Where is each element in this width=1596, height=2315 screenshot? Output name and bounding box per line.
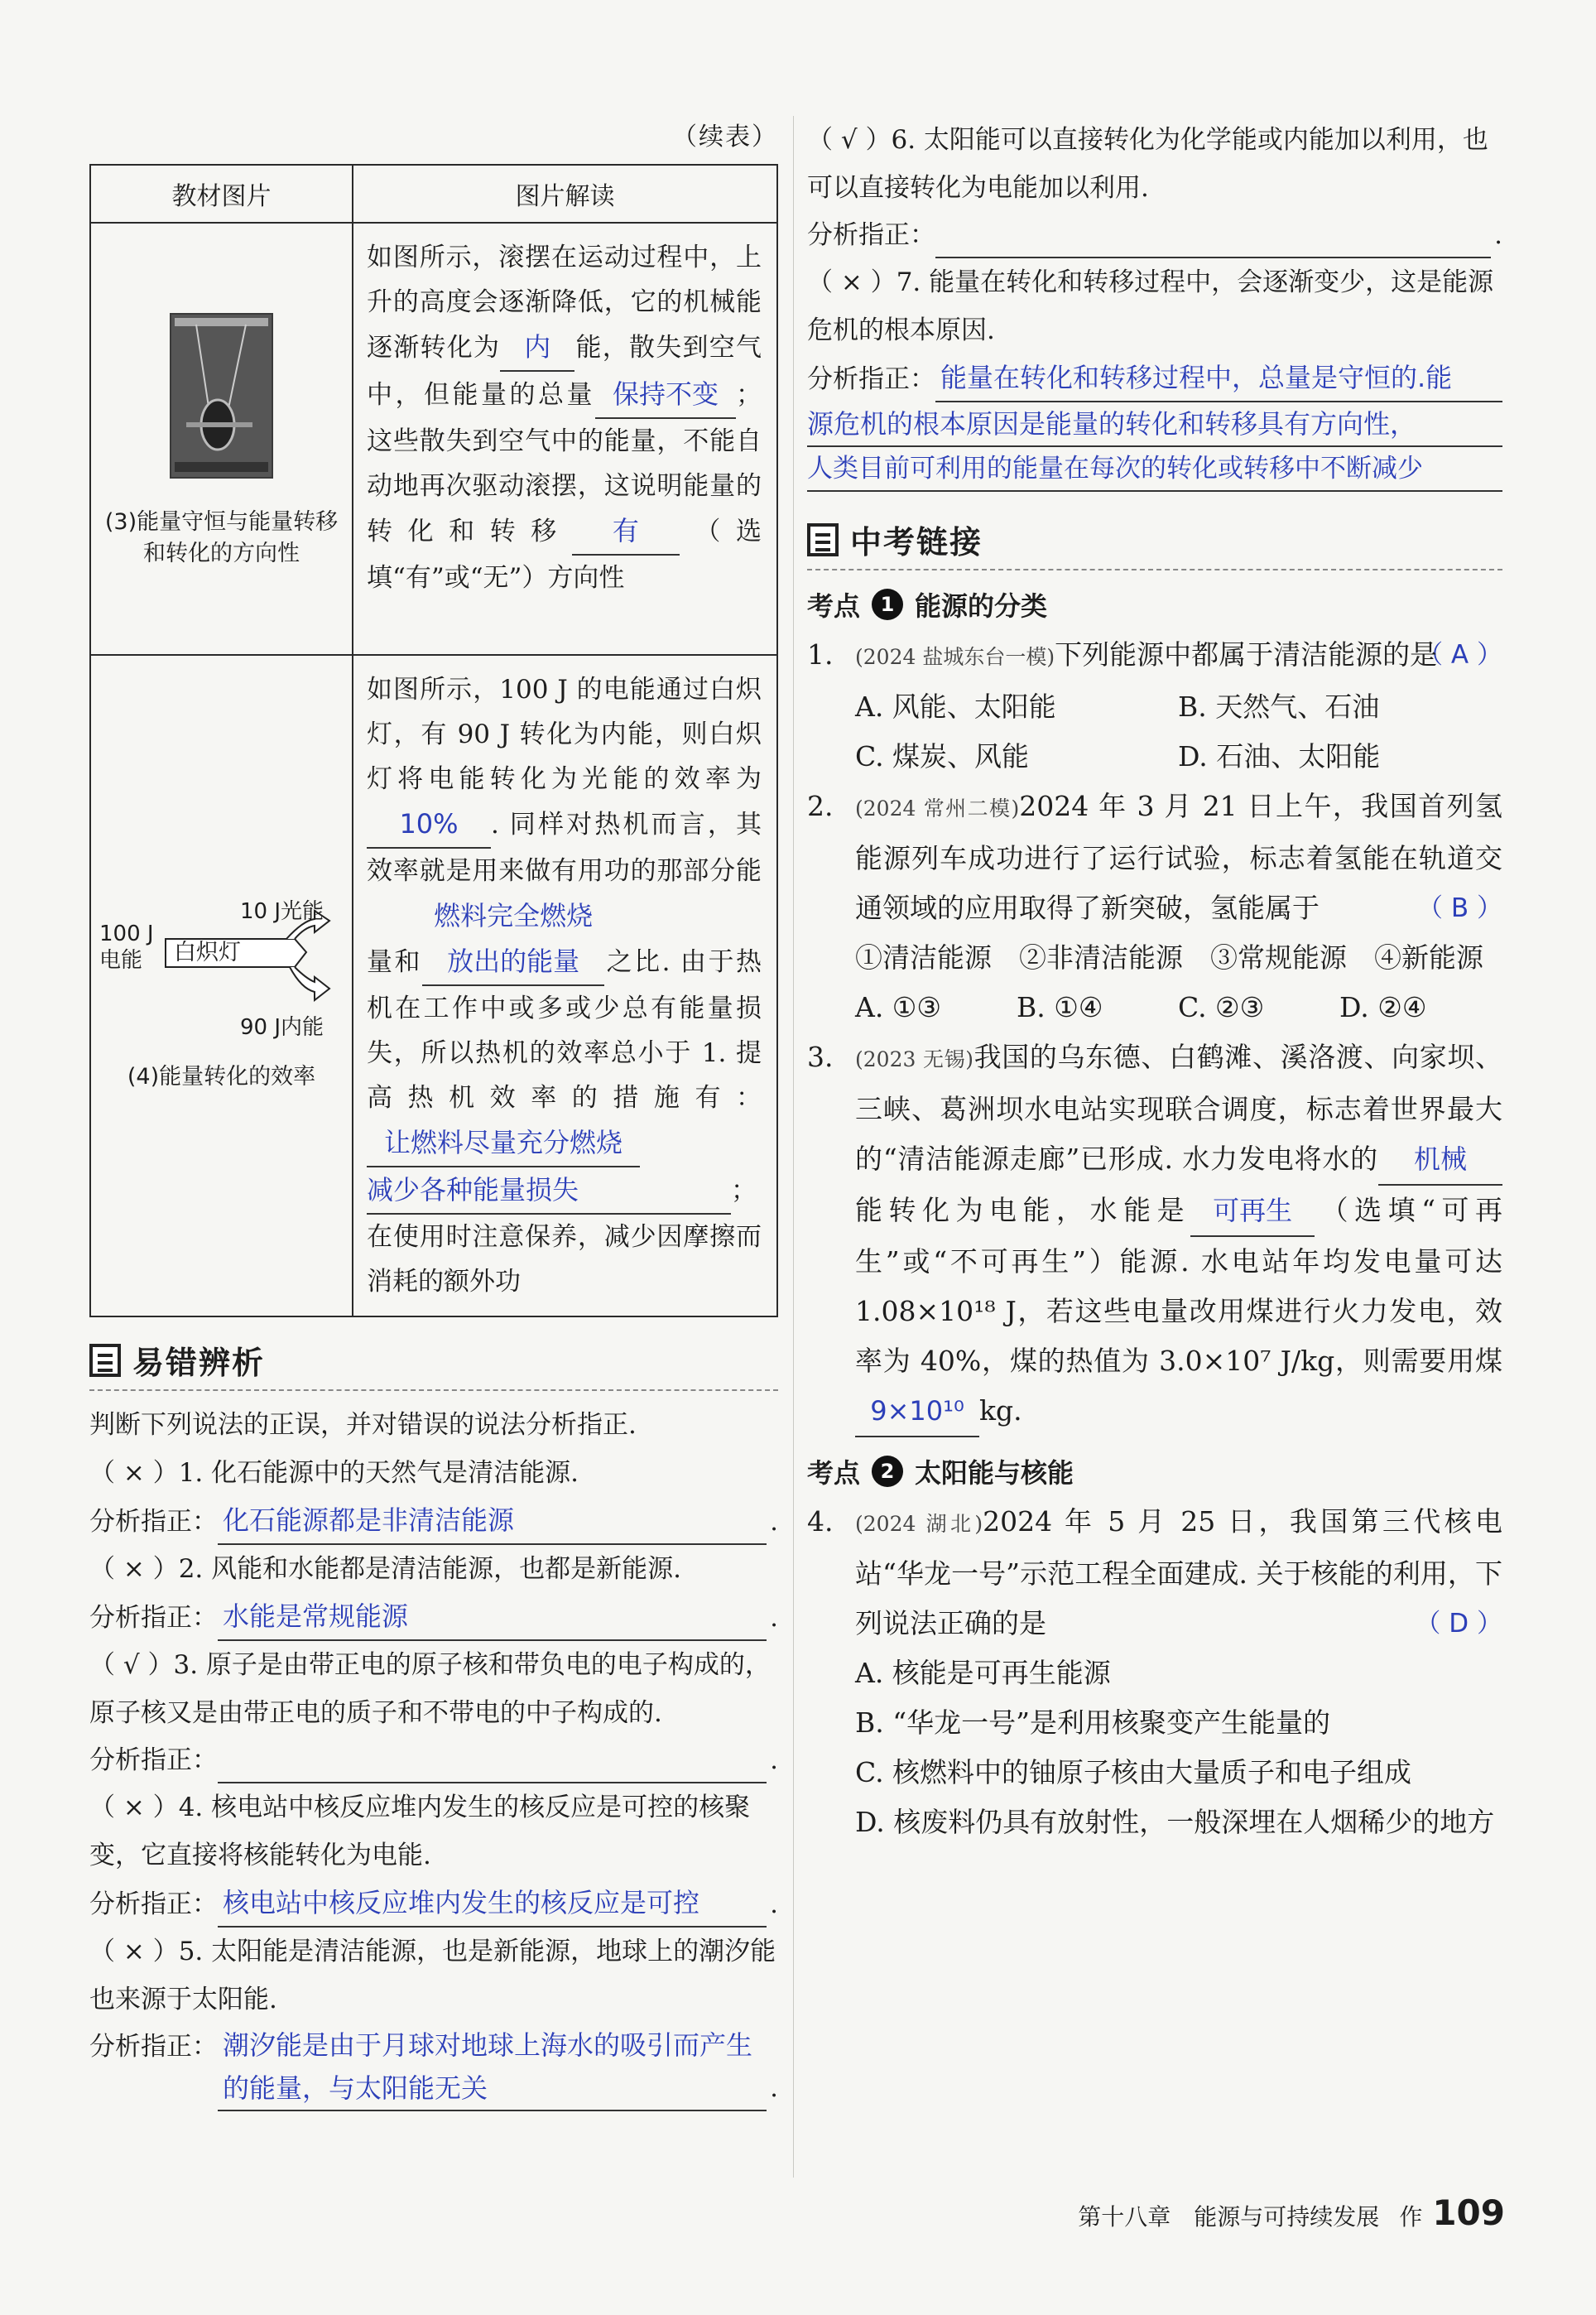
analysis-answer[interactable]: 水能是常规能源	[218, 1593, 767, 1641]
row4-answer-1-blank[interactable]	[367, 801, 491, 849]
row4-text-2: . 同样对热机而言，其效率就是用来做有用功的那部分能量和	[367, 810, 762, 977]
question-answer[interactable]: （ B ）	[1417, 893, 1502, 923]
error-item-6: （ √ ）6. 太阳能可以直接转化为化学能或内能加以利用，也可以直接转化为电能加以利用. 分析指正： .	[807, 116, 1502, 258]
judge-mark[interactable]: （ × ）	[89, 1458, 179, 1488]
error-item-1: （ × ）1. 化石能源中的天然气是清洁能源. 分析指正： 化石能源都是非清洁能源 .	[89, 1449, 778, 1545]
question-source: (2024 常州二模)	[855, 797, 1020, 821]
row3-answer-3-blank[interactable]	[572, 508, 680, 556]
question-text-1: 我国的乌东德、白鹤滩、溪洛渡、向家坝、三峡、葛洲坝水电站实现联合调度，标志着世界最大的“清洁能源走廊”已形成. 水力发电将水的	[855, 1041, 1503, 1175]
topic-1-header	[807, 585, 1502, 623]
judge-mark[interactable]: （ × ）	[89, 1554, 179, 1584]
error-item-3: （ √ ）3. 原子是由带正电的原子核和带负电的电子构成的，原子核又是由带正电的质子和不带电的中子构成的. 分析指正： .	[89, 1641, 778, 1783]
topic-2-header	[807, 1452, 1502, 1490]
option-d[interactable]: D. 核废料仍具有放射性，一般深埋在人烟稀少的地方	[855, 1806, 1495, 1838]
question-source: (2024 湖北)	[855, 1512, 983, 1536]
question-4	[807, 1497, 1502, 1847]
option-b[interactable]: B. “华龙一号”是利用核聚变产生能量的	[855, 1706, 1330, 1739]
judge-mark[interactable]: （ × ）	[89, 1793, 179, 1822]
error-item-5: （ × ）5. 太阳能是清洁能源，也是新能源，地球上的潮汐能也来源于太阳能. 分析指正： 潮汐能是由于月球对地球上海水的吸引而产生的能量，与太阳能无关 .	[89, 1928, 778, 2111]
question-number: 3.	[807, 1041, 834, 1073]
row3-answer-2-blank[interactable]	[595, 372, 736, 419]
statement: 1. 化石能源中的天然气是清洁能源.	[178, 1458, 579, 1488]
question-stem: 下列能源中都属于清洁能源的是	[1055, 638, 1438, 671]
row3-answer-3: 有	[612, 515, 639, 546]
option-d[interactable]: D. ②④	[1339, 991, 1427, 1023]
book-icon	[89, 1344, 121, 1377]
column-divider	[793, 116, 794, 2178]
answer-1-blank[interactable]	[1378, 1134, 1502, 1186]
judge-mark[interactable]: （ √ ）	[89, 1650, 174, 1680]
row4-answer-1: 10%	[399, 808, 459, 840]
analysis-label: 分析指正：	[807, 364, 935, 394]
option-b[interactable]: B. 天然气、石油	[1178, 691, 1380, 723]
question-stem: 2024 年 3 月 21 日上午，我国首列氢能源列车成功进行了运行试验，标志着氢能在轨道交通领域的应用取得了新突破，氢能属于	[855, 790, 1502, 924]
row4-answer-2: 燃料完全燃烧放出的能量	[434, 900, 594, 977]
question-source: (2023 无锡)	[855, 1047, 973, 1071]
table-row-4	[90, 655, 777, 1316]
error-section-header	[89, 1337, 778, 1391]
statement: 5. 太阳能是清洁能源，也是新能源，地球上的潮汐能也来源于太阳能.	[89, 1937, 776, 2014]
analysis-label: 分析指正：	[807, 220, 935, 250]
analysis-answer[interactable]	[218, 1745, 767, 1783]
statement: 6. 太阳能可以直接转化为化学能或内能加以利用，也可以直接转化为电能加以利用.	[807, 125, 1488, 203]
question-text-3: （选填“可再生”或“不可再生”）能源. 水电站年均发电量可达 1.08×10¹⁸ J，若这些电量改用煤进行火力发电，效率为 40%，煤的热值为 3.0×10⁷ J/kg，则需要用煤	[855, 1194, 1502, 1377]
row3-caption: (3)能量守恒与能量转移和转化的方向性	[104, 509, 339, 566]
continued-label: （续表）	[672, 123, 778, 152]
answer-3-blank[interactable]	[855, 1386, 979, 1437]
exam-section-title: 中考链接	[850, 524, 983, 561]
row4-text-4: ；在使用时注意保养，减少因摩擦而消耗的额外功	[367, 1176, 762, 1297]
analysis-answer[interactable]: 化石能源都是非清洁能源	[218, 1497, 767, 1545]
lamp-label: 白炽灯	[174, 940, 241, 965]
analysis-label: 分析指正：	[89, 1507, 218, 1537]
lamp-out-light: 10 J光能	[240, 899, 324, 924]
judge-mark[interactable]: （ × ）	[89, 1937, 179, 1966]
chapter-title: 第十八章 能源与可持续发展	[1078, 2203, 1380, 2231]
row3-answer-1-blank[interactable]	[500, 325, 574, 372]
row4-text-1: 如图所示，100 J 的电能通过白炽灯，有 90 J 转化为内能，则白炽灯将电能转化为光能的效率为	[367, 675, 762, 794]
statement: 7. 能量在转化和转移过程中，会逐渐变少，这是能源危机的根本原因.	[807, 267, 1494, 345]
table-header-reading: 图片解读	[353, 165, 777, 223]
rolling-pendulum-photo	[170, 313, 273, 479]
option-c[interactable]: C. ②③	[1178, 991, 1265, 1023]
analysis-label: 分析指正：	[89, 2032, 218, 2062]
topic-title: 能源的分类	[915, 590, 1048, 622]
row3-text-3: ；这些散失到空气中的能量，不能自动地再次驱动滚摆，这说明能量的转化和转移	[367, 380, 762, 546]
book-icon	[807, 523, 839, 556]
textbook-table	[89, 164, 778, 1317]
question-answer[interactable]: （ A ）	[1417, 640, 1502, 670]
answer-3: 9×10¹⁰	[870, 1395, 964, 1427]
row4-answer-3: 让燃料尽量充分燃烧	[383, 1127, 623, 1158]
analysis-answer-line-3[interactable]: 人类目前可利用的能量在每次的转化或转移中不断减少	[807, 447, 1502, 492]
lamp-in-label: 100 J 电能	[99, 922, 154, 973]
exam-section-header	[807, 517, 1502, 570]
judge-mark[interactable]: （ √ ）	[807, 125, 892, 155]
footer-tag: 作	[1399, 2203, 1423, 2231]
analysis-answer[interactable]: 潮汐能是由于月球对地球上海水的吸引而产生的能量，与太阳能无关	[218, 2024, 767, 2111]
option-a[interactable]: A. 核能是可再生能源	[855, 1657, 1111, 1689]
question-3	[807, 1032, 1502, 1437]
question-text-4: kg.	[979, 1394, 1022, 1427]
row4-answer-3-blank[interactable]	[367, 1120, 640, 1167]
left-column	[89, 116, 778, 2111]
question-statements: ①清洁能源 ②非清洁能源 ③常规能源 ④新能源	[855, 941, 1483, 974]
analysis-answer-line-2[interactable]: 源危机的根本原因是能量的转化和转移具有方向性，	[807, 402, 1502, 447]
question-stem: 2024 年 5 月 25 日，我国第三代核电站“华龙一号”示范工程全面建成. 关于核能的利用，下列说法正确的是	[855, 1505, 1503, 1639]
statement: 2. 风能和水能都是清洁能源，也都是新能源.	[178, 1554, 681, 1584]
option-d[interactable]: D. 石油、太阳能	[1178, 740, 1381, 772]
row3-answer-1: 内	[524, 331, 551, 363]
statement: 4. 核电站中核反应堆内发生的核反应是可控的核聚变，它直接将核能转化为电能.	[89, 1793, 751, 1870]
topic-label: 考点	[807, 1457, 861, 1489]
question-2	[807, 782, 1502, 1032]
error-item-4: （ × ）4. 核电站中核反应堆内发生的核反应是可控的核聚变，它直接将核能转化为电能. 分析指正： 核电站中核反应堆内发生的核反应是可控 .	[89, 1783, 778, 1928]
row4-text-3: 之比. 由于热机在工作中或多或少总有能量损失，所以热机的效率总小于 1. 提高热机效率的措施有：	[367, 947, 762, 1113]
row4-answer-4: 减少各种能量损失	[367, 1174, 579, 1206]
error-intro: 判断下列说法的正误，并对错误的说法分析指正.	[89, 1410, 637, 1440]
row3-text-1: 如图所示，滚摆在运动过程中，上升的高度会逐渐降低，它的机械能逐渐转化为	[367, 243, 762, 363]
analysis-label: 分析指正：	[89, 1889, 218, 1919]
row4-answer-2-blank[interactable]	[422, 893, 604, 986]
judge-mark[interactable]: （ × ）	[807, 267, 897, 297]
topic-number-badge: 2	[872, 1456, 903, 1487]
lamp-out-heat: 90 J内能	[240, 1015, 324, 1040]
error-section-title: 易错辨析	[132, 1345, 266, 1381]
page-footer	[1078, 2192, 1505, 2233]
topic-label: 考点	[807, 590, 861, 622]
option-c[interactable]: C. 煤炭、风能	[855, 740, 1030, 772]
row3-text-2: 能，散失到空气中，但能量的总量	[367, 333, 762, 410]
option-a[interactable]: A. ①③	[855, 991, 941, 1023]
error-item-7	[807, 258, 1502, 492]
question-number: 1.	[807, 638, 834, 671]
right-column	[807, 116, 1502, 1847]
option-c[interactable]: C. 核燃料中的铀原子核由大量质子和电子组成	[855, 1756, 1412, 1788]
topic-title: 太阳能与核能	[915, 1457, 1074, 1489]
question-text-2: 能转化为电能，水能是	[855, 1194, 1191, 1226]
statement: 3. 原子是由带正电的原子核和带负电的电子构成的，原子核又是由带正电的质子和不带电的中子构成的.	[89, 1650, 771, 1728]
row4-caption: (4)能量转化的效率	[127, 1064, 316, 1090]
analysis-answer[interactable]	[935, 220, 1491, 258]
answer-1: 机械	[1413, 1143, 1467, 1175]
question-answer[interactable]: （ D ）	[1415, 1609, 1502, 1639]
row3-answer-2: 保持不变	[612, 378, 719, 410]
question-number: 2.	[807, 790, 834, 822]
topic-number-badge: 1	[872, 589, 903, 620]
option-b[interactable]: B. ①④	[1017, 991, 1103, 1023]
analysis-label: 分析指正：	[89, 1603, 218, 1633]
row4-answer-4-blank[interactable]	[367, 1167, 731, 1215]
option-a[interactable]: A. 风能、太阳能	[855, 691, 1056, 723]
row3-text-4: （选填“有”或“无”）方向性	[367, 517, 762, 593]
question-source: (2024 盐城东台一模)	[855, 645, 1055, 669]
analysis-answer-line-1[interactable]: 能量在转化和转移过程中，总量是守恒的.能	[935, 354, 1502, 402]
answer-2-blank[interactable]	[1190, 1186, 1315, 1237]
analysis-label: 分析指正：	[89, 1745, 218, 1775]
answer-2: 可再生	[1213, 1195, 1293, 1226]
page-number: 109	[1432, 2192, 1505, 2233]
question-1	[807, 630, 1502, 782]
question-number: 4.	[807, 1505, 834, 1538]
table-header-image: 教材图片	[90, 165, 353, 223]
analysis-answer[interactable]: 核电站中核反应堆内发生的核反应是可控	[218, 1879, 767, 1928]
table-row-3	[90, 223, 777, 655]
error-item-2: （ × ）2. 风能和水能都是清洁能源，也都是新能源. 分析指正： 水能是常规能源 .	[89, 1545, 778, 1641]
